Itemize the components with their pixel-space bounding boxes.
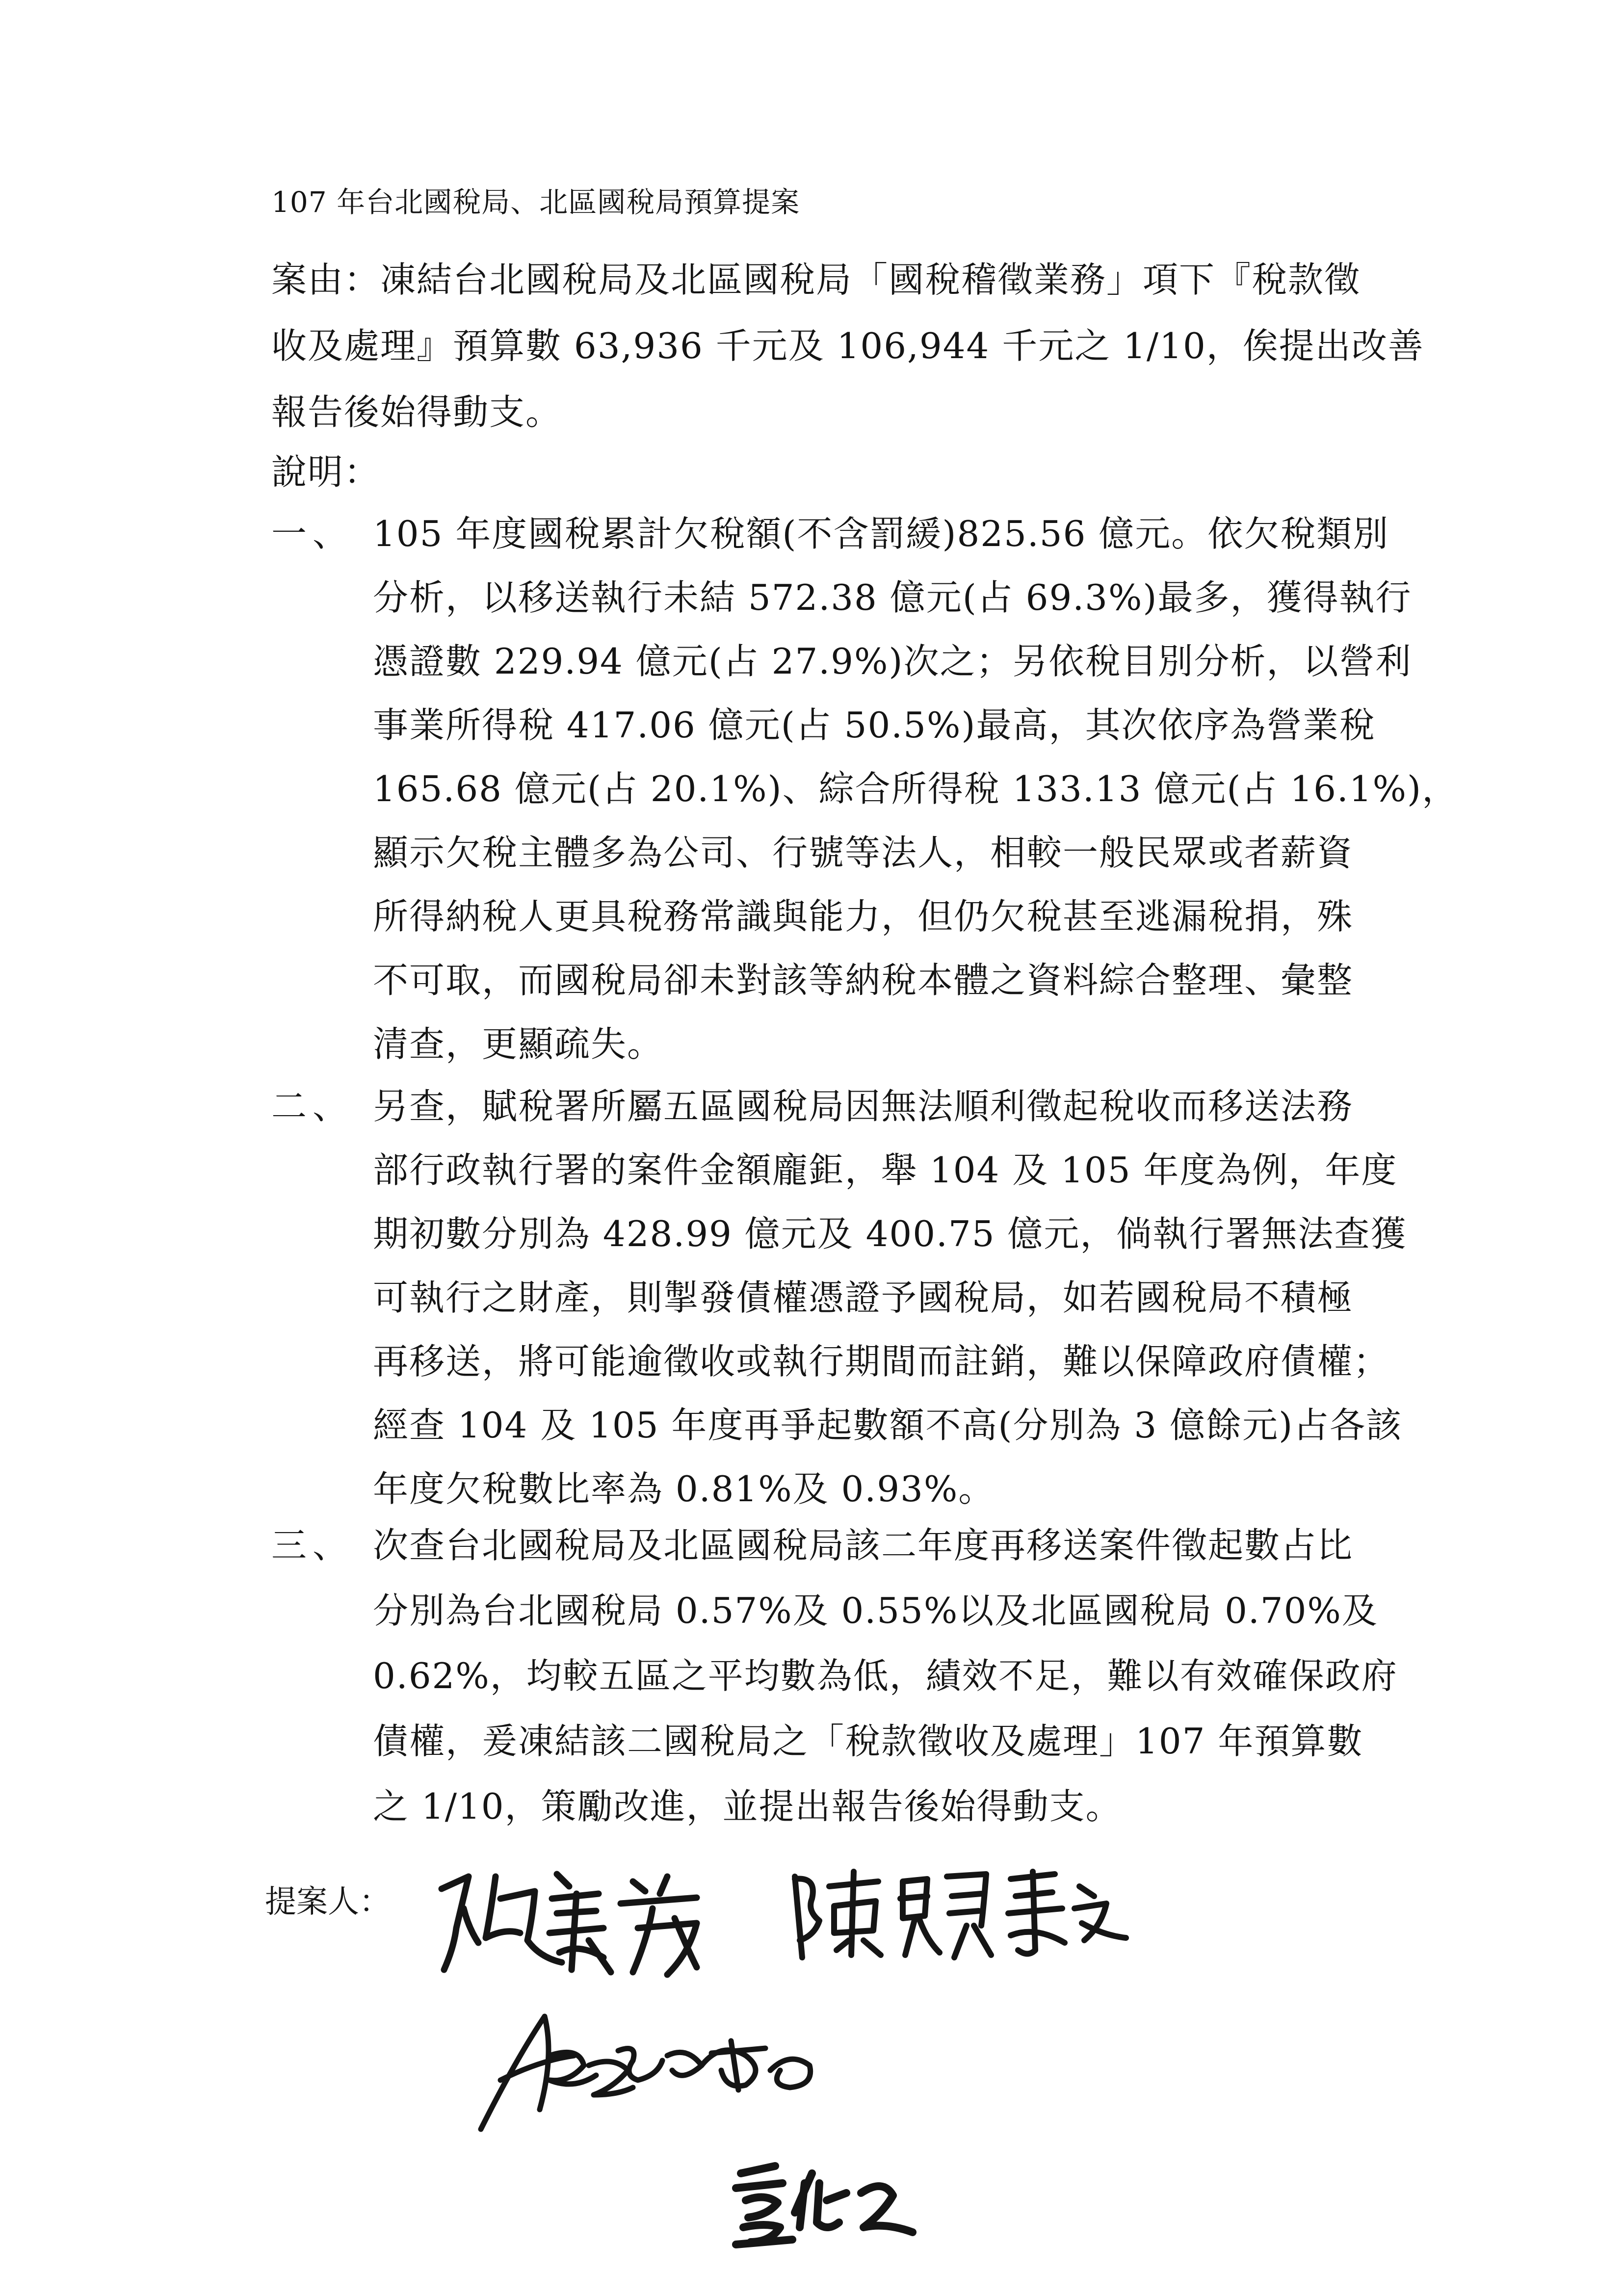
item-3-line: 0.62%，均較五區之平均數為低，績效不足，難以有效確保政府 xyxy=(373,1655,1398,1696)
item-marker-2: 二、 xyxy=(271,1086,354,1127)
item-2-line: 年度欠稅數比率為 0.81%及 0.93%。 xyxy=(373,1468,995,1510)
case-line: 案由：凍結台北國稅局及北區國稅局「國稅稽徵業務」項下『稅款徵 xyxy=(271,259,1361,300)
item-3-line: 分別為台北國稅局 0.57%及 0.55%以及北區國稅局 0.70%及 xyxy=(373,1590,1378,1631)
signature-3 xyxy=(471,1997,844,2144)
case-line: 收及處理』預算數 63,936 千元及 106,944 千元之 1/10，俟提出改善 xyxy=(271,325,1424,366)
case-line: 報告後始得動支。 xyxy=(271,391,562,433)
item-marker-3: 三、 xyxy=(271,1525,354,1566)
item-3-line: 之 1/10，策勵改進，並提出報告後始得動支。 xyxy=(373,1786,1122,1827)
explanation-label: 說明： xyxy=(271,451,381,493)
item-1-line: 顯示欠稅主體多為公司、行號等法人，相較一般民眾或者薪資 xyxy=(373,832,1354,873)
item-3-line: 債權，爰凍結該二國稅局之「稅款徵收及處理」107 年預算數 xyxy=(373,1721,1363,1762)
item-1-line: 165.68 億元(占 20.1%)、綜合所得稅 133.13 億元(占 16.1%)， xyxy=(373,768,1459,809)
signature-2 xyxy=(780,1852,1133,1970)
proposer-label: 提案人： xyxy=(265,1884,391,1920)
item-1-line: 不可取，而國稅局卻未對該等納稅本體之資料綜合整理、彙整 xyxy=(373,960,1354,1001)
item-2-line: 經查 104 及 105 年度再爭起數額不高(分別為 3 億餘元)占各該 xyxy=(373,1405,1403,1446)
item-1-line: 清查，更顯疏失。 xyxy=(373,1023,664,1065)
item-2-line: 再移送，將可能逾徵收或執行期間而註銷，難以保障政府債權； xyxy=(373,1341,1390,1382)
signature-1 xyxy=(422,1854,765,1982)
item-1-line: 所得納稅人更具稅務常識與能力，但仍欠稅甚至逃漏稅捐，殊 xyxy=(373,896,1354,937)
item-2-line: 可執行之財產，則掣發債權憑證予國稅局，如若國稅局不積極 xyxy=(373,1277,1354,1318)
signature-4 xyxy=(721,2154,927,2252)
item-marker-1: 一、 xyxy=(271,513,354,554)
item-2-line: 期初數分別為 428.99 億元及 400.75 億元，倘執行署無法查獲 xyxy=(373,1213,1407,1254)
item-1-line: 分析，以移送執行未結 572.38 億元(占 69.3%)最多，獲得執行 xyxy=(373,577,1412,618)
item-3-line: 次查台北國稅局及北區國稅局該二年度再移送案件徵起數占比 xyxy=(373,1525,1354,1566)
item-2-line: 部行政執行署的案件金額龐鉅，舉 104 及 105 年度為例，年度 xyxy=(373,1149,1398,1191)
item-1-line: 事業所得稅 417.06 億元(占 50.5%)最高，其次依序為營業稅 xyxy=(373,704,1376,746)
item-1-line: 憑證數 229.94 億元(占 27.9%)次之；另依稅目別分析，以營利 xyxy=(373,641,1412,682)
item-1-line: 105 年度國稅累計欠稅額(不含罰緩)825.56 億元。依欠稅類別 xyxy=(373,513,1389,554)
document-title: 107 年台北國稅局、北區國稅局預算提案 xyxy=(271,185,800,219)
item-2-line: 另查，賦稅署所屬五區國稅局因無法順利徵起稅收而移送法務 xyxy=(373,1086,1354,1127)
